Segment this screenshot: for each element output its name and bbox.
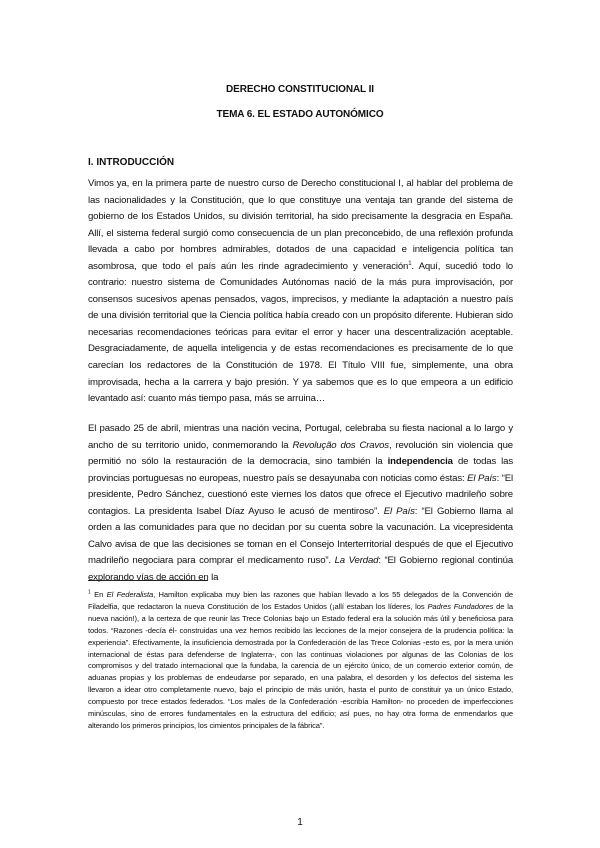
paragraph-2-italic-elpais-1: El País bbox=[467, 472, 497, 484]
footnote-text-b: , Hamilton explicaba muy bien las razones que habían llevado a los 55 delegados de la Convención de Filadelfia, que redactaron la nueva Constitución de los Estados Unidos (¡allí estaban los líderes, los bbox=[88, 590, 514, 611]
paragraph-2-text-e: : “El Gobierno llama al orden a las comunidades para que no decidan por su cuenta sobre la vacunación. La vicepresidenta Calvo avisa de que las decisiones se toman en el Consejo Interterritorial después de que el Ejecutivo madrileño negociara para comprar el medicamento ruso”. bbox=[88, 505, 514, 567]
footnote-text-a: En bbox=[90, 590, 107, 599]
footnote-number: 1 bbox=[88, 589, 91, 596]
paragraph-2-text-a: El pasado 25 de abril, mientras una nación vecina, Portugal, celebraba su fiesta nacional a lo largo y ancho de su territorio unido, conmemorando la bbox=[88, 423, 513, 451]
paragraph-1 bbox=[88, 176, 513, 408]
paragraph-1-text-a: Vimos ya, en la primera parte de nuestro curso de Derecho constitucional I, al hablar del problema de las nacionalidades y la Constitución, que lo que constituye una ventaja tan grande del sistema de gobierno de los Estados Unidos, su división territorial, ha sido precisamente la desgracia en España. Allí, el sistema federal surgió como consecuencia de un plan preconcebido, de una reflexión profunda llevada a cabo por hombres admirables, dotados de una capacidad e inteligencia política tan asombrosa, que todo el país aún les rinde agradecimiento y veneración bbox=[88, 178, 513, 272]
footnote-1 bbox=[88, 589, 513, 732]
section-heading: I. INTRODUCCIÓN bbox=[88, 157, 175, 168]
paragraph-1-text-b: . Aquí, sucedió todo lo contrario: nuestro sistema de Comunidades Autónomas nació de la más pura improvisación, por consensos sucesivos apenas pensados, vagos, imprecisos, y mediante la adaptación a nuestro país de una división territorial que la Ciencia política había creado con un propósito diferente. Hubieran sido necesarias recomendaciones teóricas para evitar el error y hacer una descentralización aceptable. Desgraciadamente, de aquella inteligencia y de estas recomendaciones es precisamente de lo que carecían los redactores de la Constitución de 1978. El Título VIII fue, simplemente, una obra improvisada, hecha a la carrera y bajo presión. Y ya sabemos que es lo que empeora a un edificio levantado así: cuanto más tiempo pasa, más se arruina… bbox=[88, 260, 513, 405]
paragraph-2-text-f: : “El Gobierno regional continúa explorando vías de acción en la bbox=[88, 555, 514, 583]
course-title: DERECHO CONSTITUCIONAL II bbox=[226, 84, 374, 95]
paragraph-2-text-c: de todas las provincias portuguesas no europeas, nuestro país se desayunaba con noticias como éstas: bbox=[88, 456, 513, 484]
footnote-italic-federalista: El Federalista bbox=[106, 590, 154, 599]
paragraph-2 bbox=[88, 421, 513, 586]
paragraph-2-text-b: , revolución sin violencia que permitió no sólo la restauración de la democracia, sino también la bbox=[88, 439, 513, 468]
paragraph-2-italic-laverdad: La Verdad bbox=[334, 555, 379, 567]
paragraph-2-text-d: : “El presidente, Pedro Sánchez, cuestionó este viernes los datos que ofrece el Ejecutivo madrileño sobre contagios. La presidenta Isabel Díaz Ayuso le acusó de mentiroso”. bbox=[88, 472, 514, 517]
paragraph-2-italic-revolucao: Revolução dos Cravos bbox=[292, 439, 389, 451]
footnote-text-c: de la nueva nación!), a la certeza de que reunir las Trece Colonias bajo un Estado federal era la solución más útil y beneficiosa para todos. “Razones -decía él- construidas una vez hemos recibido las lecciones de la mejor consejera de la prudencia política: la experiencia”. Efectivamente, la insuficiencia demostrada por la Confederación de las Trece Colonias -esto es, por la mera unión internacional de éstas para defenderse de Inglaterra-, con las continuas violaciones por algunas de las Colonias de los compromisos y del tratado internacional que la fundaba, la carencia de un ejército único, de un comercio exterior común, de aduanas propias y los problemas de endeudarse por separado, en una palabra, el desorden y los defectos del sistema les llevaron a idear otro completamente nuevo, bajo el principio de más unión, hasta el punto de constituir ya un único Estado, compuesto por trece estados federados. “Los males de la Confederación -escribía Hamilton- no proceden de imperfecciones minúsculas, sino de errores fundamentales en la estructura del edificio; así pues, no hay otra forma de enmendarlos que alterando los primeros principios, los cimientos principales de la fábrica”. bbox=[88, 601, 513, 730]
paragraph-2-italic-elpais-2: El País bbox=[383, 505, 415, 517]
footnote-reference[interactable]: 1 bbox=[408, 260, 412, 267]
footnote-separator bbox=[88, 580, 208, 581]
paragraph-2-bold-independencia: independencia bbox=[387, 456, 453, 468]
topic-title: TEMA 6. EL ESTADO AUTONÓMICO bbox=[216, 109, 384, 120]
footnote-italic-padres: Padres Fundadores bbox=[427, 601, 494, 611]
page-number: 1 bbox=[297, 817, 303, 828]
